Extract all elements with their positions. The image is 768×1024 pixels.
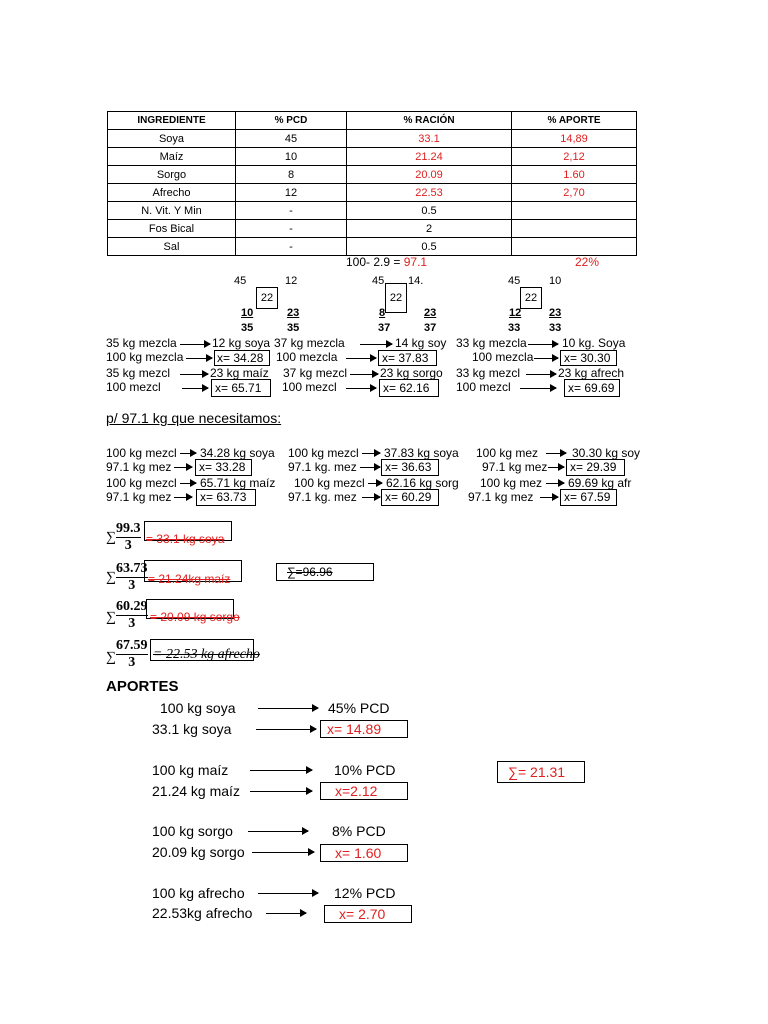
cell: 12 (236, 184, 347, 202)
b1-r3-c5: 33 kg mezcl (456, 366, 521, 380)
col-ingrediente: INGREDIENTE (108, 112, 236, 130)
cell: 0.5 (347, 238, 512, 256)
pearson-2-center: 22 (385, 283, 407, 313)
cell: 21.24 (347, 148, 512, 166)
cell: 8 (236, 166, 347, 184)
fraction-den: 3 (128, 616, 136, 631)
arrow-icon (180, 374, 208, 375)
aporte-afrecho-result: x= 2.70 (324, 905, 412, 923)
arrow-icon (180, 344, 210, 345)
b1-r2-c5: 100 mezcla (472, 350, 534, 364)
b2-r2-result-3: x= 29.39 (566, 459, 625, 476)
aporte-sorgo-result: x= 1.60 (320, 844, 408, 862)
arrow-icon (266, 913, 306, 914)
sigma-icon: ∑ (106, 570, 116, 585)
b2-r2-c1: 97.1 kg mez (106, 460, 172, 474)
aporte-maiz-result: x=2.12 (320, 782, 408, 800)
cell: Maíz (108, 148, 236, 166)
arrow-icon (546, 453, 566, 454)
cell: 45 (236, 130, 347, 148)
b1-r1-c4: 14 kg soy (395, 336, 447, 350)
b2-r2-result-1: x= 33.28 (195, 459, 252, 476)
arrow-icon (258, 893, 318, 894)
cell: Fos Bical (108, 220, 236, 238)
cell: 33.1 (347, 130, 512, 148)
table-row (108, 148, 637, 166)
fraction-maiz (116, 561, 148, 594)
cell: 2,70 (512, 184, 637, 202)
arrow-icon (520, 388, 556, 389)
table-row (108, 166, 637, 184)
aporte-afrecho-l1: 100 kg afrecho (152, 885, 245, 901)
aporte-maiz-l2: 21.24 kg maíz (152, 783, 240, 799)
col-pcd: % PCD (236, 112, 347, 130)
cell: - (236, 220, 347, 238)
b1-r4-c5: 100 mezcl (456, 380, 511, 394)
arrow-icon (250, 791, 312, 792)
cell: Sal (108, 238, 236, 256)
aporte-afrecho-pcd: 12% PCD (334, 885, 396, 901)
table-row (108, 130, 637, 148)
arrow-icon (174, 497, 192, 498)
cell (512, 238, 637, 256)
b1-r1-c3: 37 kg mezcla (274, 336, 345, 350)
arrow-icon (368, 483, 382, 484)
arrow-icon (248, 831, 308, 832)
pearson-3-f: 33 (549, 322, 562, 334)
percent-total: 22% (575, 255, 600, 269)
ingredients-table (107, 111, 637, 256)
aporte-sorgo-pcd: 8% PCD (332, 823, 386, 839)
fraction-den: 3 (124, 538, 132, 553)
b2-r4-result-2: x= 60.29 (381, 489, 439, 506)
sum-result-maiz: = 21.24kg maíz (148, 572, 231, 586)
cell: 22.53 (347, 184, 512, 202)
arrow-icon (256, 729, 316, 730)
sigma-icon: ∑ (106, 530, 116, 545)
b2-r1-c3: 100 kg mezcl (288, 446, 359, 460)
arrow-icon (346, 358, 376, 359)
b1-r3-c3: 37 kg mezcl (283, 366, 348, 380)
b2-r3-c3: 100 kg mezcl (294, 476, 365, 490)
fraction-afrecho (116, 638, 148, 671)
subtraction-result: 97.1 (403, 255, 428, 269)
col-aporte: % APORTE (512, 112, 637, 130)
arrow-icon (362, 453, 380, 454)
arrow-icon (360, 344, 392, 345)
pearson-3-e: 33 (508, 322, 521, 334)
pearson-3-c: 12 (509, 307, 522, 319)
table-header-row (108, 112, 637, 130)
arrow-icon (250, 770, 312, 771)
pearson-2-e: 37 (378, 322, 391, 334)
b2-r1-c2: 34.28 kg soya (200, 446, 275, 460)
pearson-1-a: 45 (234, 275, 247, 287)
aportes-title: APORTES (106, 678, 179, 695)
col-racion: % RACIÓN (347, 112, 512, 130)
b2-r4-c3: 97.1 kg. mez (288, 490, 357, 504)
table-row (108, 220, 637, 238)
table-row (108, 238, 637, 256)
b1-r4-c3: 100 mezcl (282, 380, 337, 394)
aporte-soya-l2: 33.1 kg soya (152, 721, 232, 737)
cell: 1.60 (512, 166, 637, 184)
pearson-1-d: 23 (287, 307, 300, 319)
fraction-num: 67.59 (116, 638, 148, 653)
b2-r3-c6: 69.69 kg afr (568, 476, 632, 490)
aporte-soya-result: x= 14.89 (320, 720, 408, 738)
pearson-1-e: 35 (241, 322, 254, 334)
cell (512, 202, 637, 220)
aporte-afrecho-l2: 22.53kg afrecho (152, 905, 253, 921)
fraction-num: 99.3 (116, 521, 141, 536)
b2-r2-c3: 97.1 kg. mez (288, 460, 357, 474)
cell: Afrecho (108, 184, 236, 202)
b1-r4-c1: 100 mezcl (106, 380, 161, 394)
pearson-1-c: 10 (241, 307, 254, 319)
cell: 20.09 (347, 166, 512, 184)
arrow-icon (258, 708, 318, 709)
cell (512, 220, 637, 238)
b2-r1-c1: 100 kg mezcl (106, 446, 177, 460)
total-sum-box: ∑=96.96 (276, 563, 374, 581)
aporte-sorgo-l2: 20.09 kg sorgo (152, 844, 245, 860)
aporte-sorgo-l1: 100 kg sorgo (152, 823, 233, 839)
b1-r3-c1: 35 kg mezcl (106, 366, 171, 380)
b1-r2-result-3: x= 30.30 (560, 350, 617, 366)
b1-r1-c2: 12 kg soya (212, 336, 271, 350)
table-row (108, 184, 637, 202)
sum-result-text: 21.24kg maíz (158, 572, 231, 586)
b1-r2-c1: 100 kg mezcla (106, 350, 184, 364)
sum-result-text: 20.09 kg sorgo (160, 610, 240, 624)
sigma-icon: ∑ (106, 610, 116, 625)
b1-r4-result-3: x= 69.69 (564, 379, 620, 397)
b2-r4-result-1: x= 63.73 (196, 489, 256, 506)
aporte-maiz-pcd: 10% PCD (334, 762, 396, 778)
subtraction-text (346, 255, 427, 269)
pearson-1-center: 22 (256, 287, 278, 309)
b1-r4-result-2: x= 62.16 (379, 379, 439, 397)
arrow-icon (346, 388, 376, 389)
arrow-icon (546, 483, 564, 484)
pearson-3-a: 45 (508, 275, 521, 287)
pearson-3-center: 22 (520, 287, 542, 309)
b1-r2-c3: 100 mezcla (276, 350, 338, 364)
pearson-2-a: 45 (372, 275, 385, 287)
b2-r3-c1: 100 kg mezcl (106, 476, 177, 490)
b1-r2-result-2: x= 37.83 (378, 350, 437, 366)
b2-r3-c4: 62.16 kg sorg (386, 476, 459, 490)
pearson-2-d: 23 (424, 307, 437, 319)
arrow-icon (548, 467, 564, 468)
sum-result-text: 22.53 kg afrecho (165, 647, 260, 662)
aportes-sum-box: ∑= 21.31 (497, 761, 585, 783)
table-row (108, 202, 637, 220)
b1-r1-c6: 10 kg. Soya (562, 336, 626, 350)
b2-r4-c1: 97.1 kg mez (106, 490, 172, 504)
b2-r3-c2: 65.71 kg maíz (200, 476, 276, 490)
sum-result-soya: = 33.1 kg soya (146, 532, 225, 546)
b2-r4-result-3: x= 67.59 (560, 489, 617, 506)
fraction-den: 3 (128, 578, 136, 593)
arrow-icon (182, 388, 208, 389)
cell: Soya (108, 130, 236, 148)
b1-r1-c1: 35 kg mezcla (106, 336, 177, 350)
aporte-soya-pcd: 45% PCD (328, 700, 390, 716)
arrow-icon (180, 483, 196, 484)
cell: 14,89 (512, 130, 637, 148)
fraction-soya (116, 521, 141, 554)
b2-r2-result-2: x= 36.63 (381, 459, 439, 476)
sum-result-afrecho: = 22.53 kg afrecho (153, 647, 260, 662)
b2-r4-c5: 97.1 kg mez (468, 490, 534, 504)
aporte-maiz-l1: 100 kg maíz (152, 762, 229, 778)
b2-r1-c4: 37.83 kg soya (384, 446, 459, 460)
arrow-icon (528, 344, 558, 345)
pearson-3-b: 10 (549, 275, 562, 287)
b2-r1-c6: 30.30 kg soy (572, 446, 641, 460)
section-subtitle: p/ 97.1 kg que necesitamos: (106, 410, 282, 426)
arrow-icon (350, 374, 378, 375)
b1-r3-c2: 23 kg maíz (210, 366, 269, 380)
pearson-2-f: 37 (424, 322, 437, 334)
pearson-2-c: 8 (379, 307, 386, 319)
b2-r3-c5: 100 kg mez (480, 476, 543, 490)
b1-r3-c4: 23 kg sorgo (380, 366, 443, 380)
cell: N. Vit. Y Min (108, 202, 236, 220)
sum-result-text: 33.1 kg soya (156, 532, 225, 546)
b1-r4-result-1: x= 65.71 (211, 379, 271, 397)
arrow-icon (174, 467, 192, 468)
arrow-icon (180, 453, 196, 454)
cell: 10 (236, 148, 347, 166)
b1-r3-c6: 23 kg afrech (558, 366, 625, 380)
cell: - (236, 238, 347, 256)
pearson-2-b: 14. (408, 275, 424, 287)
arrow-icon (252, 852, 314, 853)
cell: - (236, 202, 347, 220)
arrow-icon (526, 374, 556, 375)
b2-r1-c5: 100 kg mez (476, 446, 539, 460)
pearson-1-f: 35 (287, 322, 300, 334)
fraction-den: 3 (128, 655, 136, 670)
sigma-icon: ∑ (106, 650, 116, 665)
aporte-soya-l1: 100 kg soya (160, 700, 236, 716)
arrow-icon (534, 358, 558, 359)
cell: 0.5 (347, 202, 512, 220)
pearson-3-d: 23 (549, 307, 562, 319)
sum-result-sorgo: = 20.09 kg sorgo (150, 610, 240, 624)
fraction-num: 60.29 (116, 599, 148, 614)
b1-r1-c5: 33 kg mezcla (456, 336, 527, 350)
arrow-icon (362, 497, 380, 498)
cell: 2,12 (512, 148, 637, 166)
arrow-icon (186, 358, 212, 359)
b2-r2-c5: 97.1 kg mez (482, 460, 548, 474)
cell: Sorgo (108, 166, 236, 184)
b1-r2-result-1: x= 34.28 (214, 350, 270, 366)
arrow-icon (360, 467, 380, 468)
cell: 2 (347, 220, 512, 238)
arrow-icon (540, 497, 558, 498)
fraction-num: 63.73 (116, 561, 148, 576)
pearson-1-b: 12 (285, 275, 298, 287)
subtraction-label: 100- 2.9 = (346, 255, 401, 269)
fraction-sorgo (116, 599, 148, 632)
